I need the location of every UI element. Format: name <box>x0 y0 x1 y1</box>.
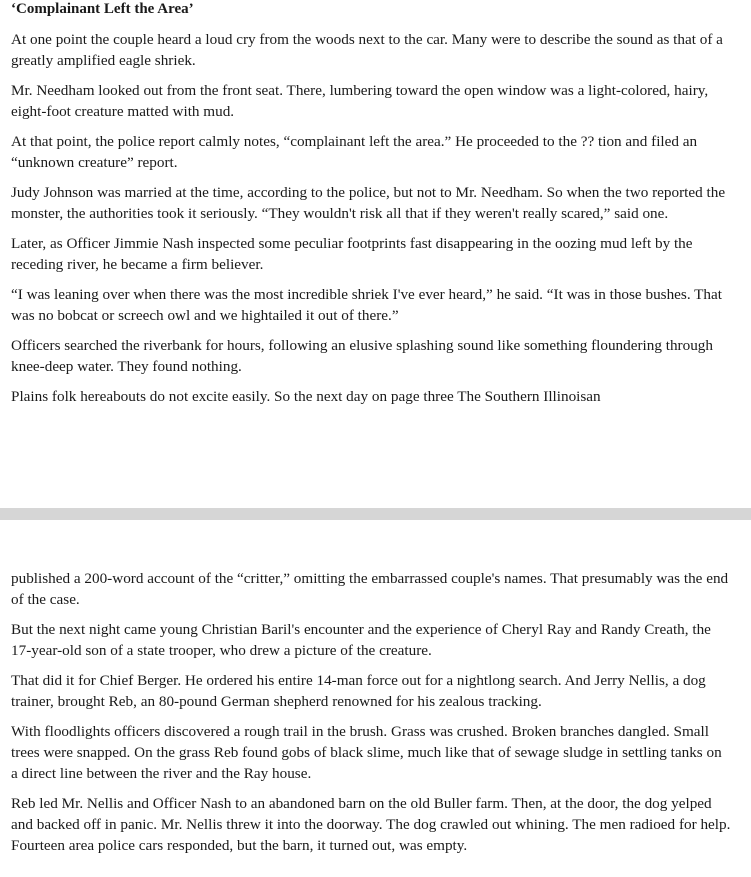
section-heading: ‘Complainant Left the Area’ <box>11 1 194 17</box>
paragraph: Later, as Officer Jimmie Nash inspected some peculiar footprints fast disappearing in the oozing mud left by the receding river, he became a firm believer. <box>11 235 693 273</box>
paragraph: Mr. Needham looked out from the front seat. There, lumbering toward the open window was a light-colored, hairy, eight-foot creature matted with mud. <box>11 82 709 120</box>
paragraph: At one point the couple heard a loud cry from the woods next to the car. Many were to describe the sound as that of a greatly amplified eagle shriek. <box>11 31 723 69</box>
page-separator <box>0 508 751 520</box>
article-page-2 <box>0 520 751 877</box>
paragraph: Plains folk hereabouts do not excite easily. So the next day on page three The Southern Illinoisan <box>11 388 601 405</box>
paragraph: Judy Johnson was married at the time, according to the police, but not to Mr. Needham. So when the two reported the monster, the authorities took it seriously. “They wouldn't risk all that if they weren't really scared,” said one. <box>11 184 726 222</box>
paragraph: At that point, the police report calmly notes, “complainant left the area.” He proceeded to the ?? tion and filed an “unknown creature” report. <box>11 133 698 171</box>
page-1-body <box>11 29 731 407</box>
paragraph: Officers searched the riverbank for hours, following an elusive splashing sound like something floundering through knee-deep water. They found nothing. <box>11 337 713 375</box>
paragraph: That did it for Chief Berger. He ordered his entire 14-man force out for a nightlong search. And Jerry Nellis, a dog trainer, brought Reb, an 80-pound German shepherd renowned for his zealous tracking. <box>11 672 706 710</box>
paragraph: But the next night came young Christian Baril's encounter and the experience of Cheryl Ray and Randy Creath, the 17-year-old son of a state trooper, who drew a picture of the creature. <box>11 621 711 659</box>
paragraph: With floodlights officers discovered a rough trail in the brush. Grass was crushed. Broken branches dangled. Small trees were snapped. On the grass Reb found gobs of black slime, much like that of sewage sludge in settling tanks on a direct line between the river and the Ray house. <box>11 723 722 782</box>
paragraph: Reb led Mr. Nellis and Officer Nash to an abandoned barn on the old Buller farm. Then, at the door, the dog yelped and backed off in panic. Mr. Nellis threw it into the doorway. The dog crawled out whining. The men radioed for help. Fourteen area police cars responded, but the barn, it turned out, was empty. <box>11 795 731 854</box>
page-2-body <box>11 568 731 856</box>
paragraph: “I was leaning over when there was the most incredible shriek I've ever heard,” he said. “It was in those bushes. That was no bobcat or screech owl and we hightailed it out of there.” <box>11 286 722 324</box>
paragraph: published a 200-word account of the “critter,” omitting the embarrassed couple's names. That presumably was the end of the case. <box>11 570 729 608</box>
